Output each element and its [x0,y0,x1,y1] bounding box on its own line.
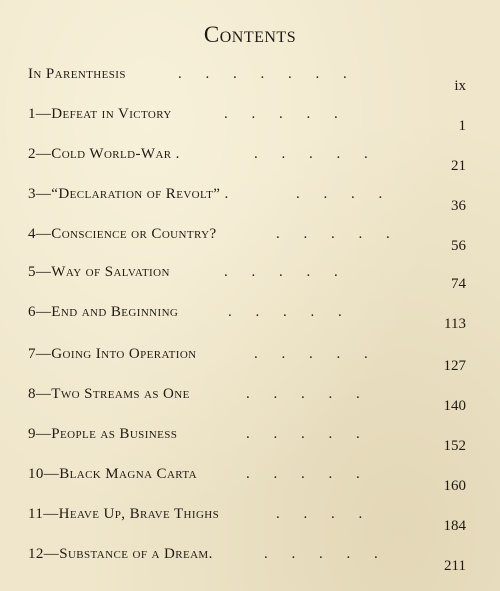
toc-entry [28,146,474,174]
toc-entry [28,304,474,332]
toc-entry [28,546,474,574]
toc-entry-page: 127 [443,358,466,374]
toc-entry-title: 9—People as Business [28,426,178,442]
toc-entry-page: 74 [451,276,466,292]
toc-entry [28,466,474,494]
toc-entry [28,66,474,94]
toc-entry-title: 3—“Declaration of Revolt” . [28,186,229,202]
toc-entry [28,506,474,534]
toc-entry-title: 7—Going Into Operation [28,346,197,362]
toc-entry [28,106,474,134]
dot-leader: . . . . . [246,466,370,482]
dot-leader: . . . . . [254,346,378,362]
toc-entry-page: 184 [443,518,466,534]
toc-entry [28,264,474,292]
toc-entry-page: 36 [451,198,466,214]
toc-entry-title: 12—Substance of a Dream. [28,546,213,562]
toc-entry-title: 10—Black Magna Carta [28,466,197,482]
dot-leader: . . . . . [276,226,400,242]
toc-entry-title: In Parenthesis [28,66,126,82]
toc-entry-page: ix [454,78,466,94]
toc-entry [28,346,474,374]
toc-entry-page: 56 [451,238,466,254]
dot-leader: . . . . [296,186,393,202]
toc-entry [28,386,474,414]
toc-entry-title: 5—Way of Salvation [28,264,170,280]
toc-entry [28,186,474,214]
dot-leader: . . . . . [228,304,352,320]
dot-leader: . . . . [276,506,373,522]
dot-leader: . . . . . [254,146,378,162]
toc-entry-page: 113 [444,316,466,332]
toc-entry-page: 160 [443,478,466,494]
dot-leader: . . . . . . . [178,66,357,82]
toc-entry-title: 11—Heave Up, Brave Thighs [28,506,220,522]
dot-leader: . . . . . [224,264,348,280]
toc-entry-title: 4—Conscience or Country? [28,226,217,242]
toc-entry-title: 1—Defeat in Victory [28,106,172,122]
dot-leader: . . . . . [224,106,348,122]
toc-entry-page: 21 [451,158,466,174]
dot-leader: . . . . . [246,426,370,442]
toc-entry [28,226,474,254]
toc-entry-page: 211 [444,558,466,574]
dot-leader: . . . . . [264,546,388,562]
toc-entry-page: 1 [458,118,466,134]
page-title: Contents [203,22,297,47]
dot-leader: . . . . . [246,386,370,402]
toc-entry-page: 152 [443,438,466,454]
toc-entry-page: 140 [443,398,466,414]
toc-entry-title: 6—End and Beginning [28,304,179,320]
toc-entry-title: 2—Cold World-War . [28,146,180,162]
toc-entry [28,426,474,454]
toc-entry-title: 8—Two Streams as One [28,386,190,402]
